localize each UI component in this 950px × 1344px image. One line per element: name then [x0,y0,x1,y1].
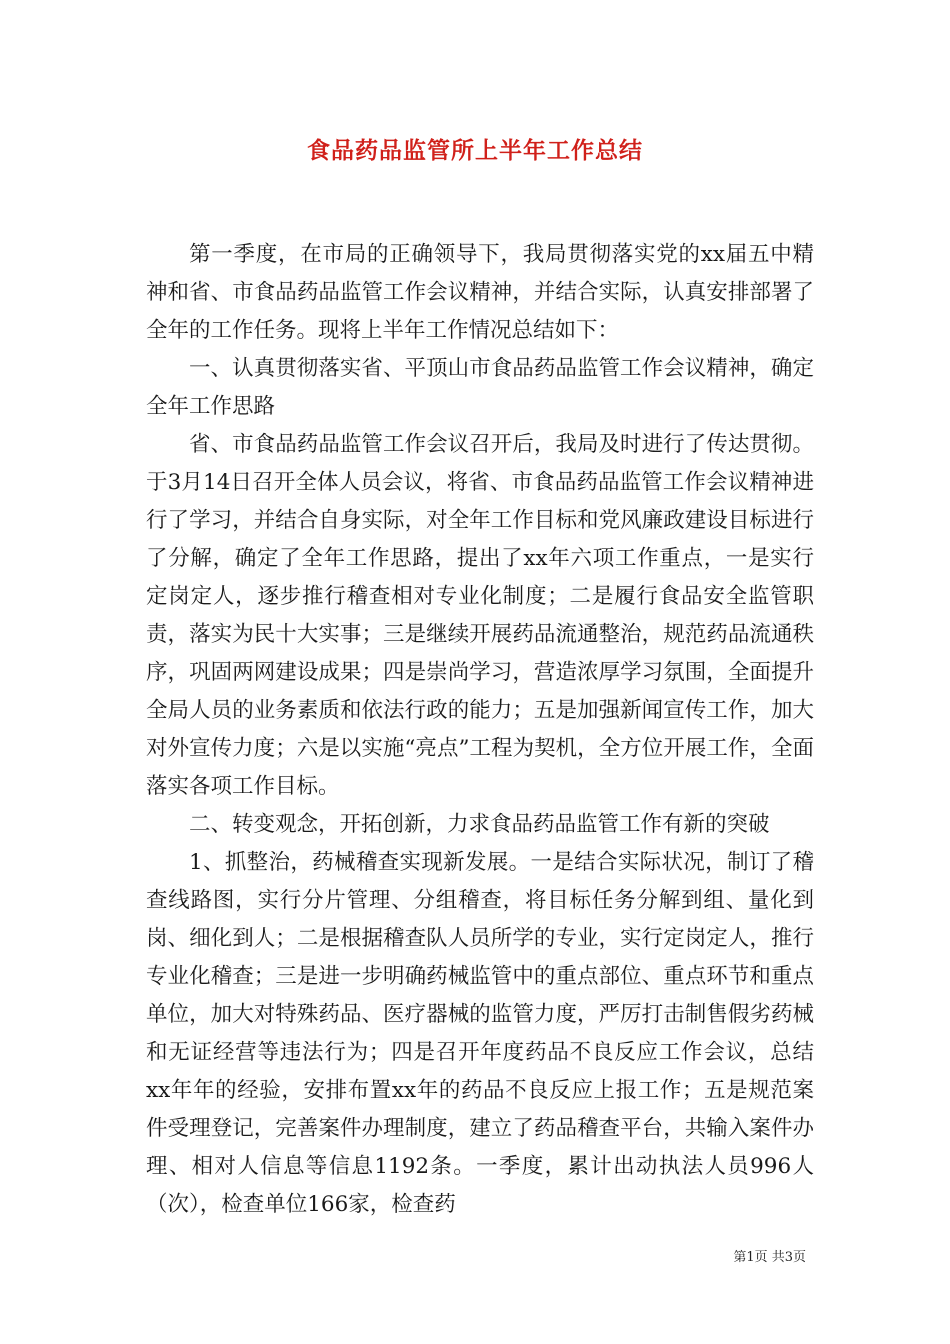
paragraph-section-2-item-1: 1、抓整治，药械稽查实现新发展。一是结合实际状况，制订了稽查线路图，实行分片管理、分组稽查，将目标任务分解到组、量化到岗、细化到人；二是根据稽查队人员所学的专业，实行定岗定人，推行专业化稽查；三是进一步明确药械监管中的重点部位、重点环节和重点单位，加大对特殊药品、医疗器械的监管力度，严厉打击制售假劣药械和无证经营等违法行为；四是召开年度药品不良反应工作会议，总结xx年年的经验，安排布置xx年的药品不良反应上报工作；五是规范案件受理登记，完善案件办理制度，建立了药品稽查平台，共输入案件办理、相对人信息等信息1192条。一季度，累计出动执法人员996人（次），检查单位166家，检查药 [146,850,814,1217]
document-title: 食品药品监管所上半年工作总结 [307,138,643,164]
heading-section-2: 二、转变观念，开拓创新，力求食品药品监管工作有新的突破 [189,812,770,837]
document-body [146,236,814,1224]
page-number-footer: 第1页 共3页 [733,1250,806,1265]
paragraph-section-1: 省、市食品药品监管工作会议召开后，我局及时进行了传达贯彻。于3月14日召开全体人员会议，将省、市食品药品监管工作会议精神进行了学习，并结合自身实际，对全年工作目标和党风廉政建设目标进行了分解，确定了全年工作思路，提出了xx年六项工作重点，一是实行定岗定人，逐步推行稽查相对专业化制度；二是履行食品安全监管职责，落实为民十大实事；三是继续开展药品流通整治，规范药品流通秩序，巩固两网建设成果；四是崇尚学习，营造浓厚学习氛围，全面提升全局人员的业务素质和依法行政的能力；五是加强新闻宣传工作，加大对外宣传力度；六是以实施“亮点”工程为契机，全方位开展工作，全面落实各项工作目标。 [146,432,814,799]
heading-section-1: 一、认真贯彻落实省、平顶山市食品药品监管工作会议精神，确定全年工作思路 [146,356,814,419]
paragraph-intro: 第一季度，在市局的正确领导下，我局贯彻落实党的xx届五中精神和省、市食品药品监管工作会议精神，并结合实际，认真安排部署了全年的工作任务。现将上半年工作情况总结如下： [146,242,814,343]
